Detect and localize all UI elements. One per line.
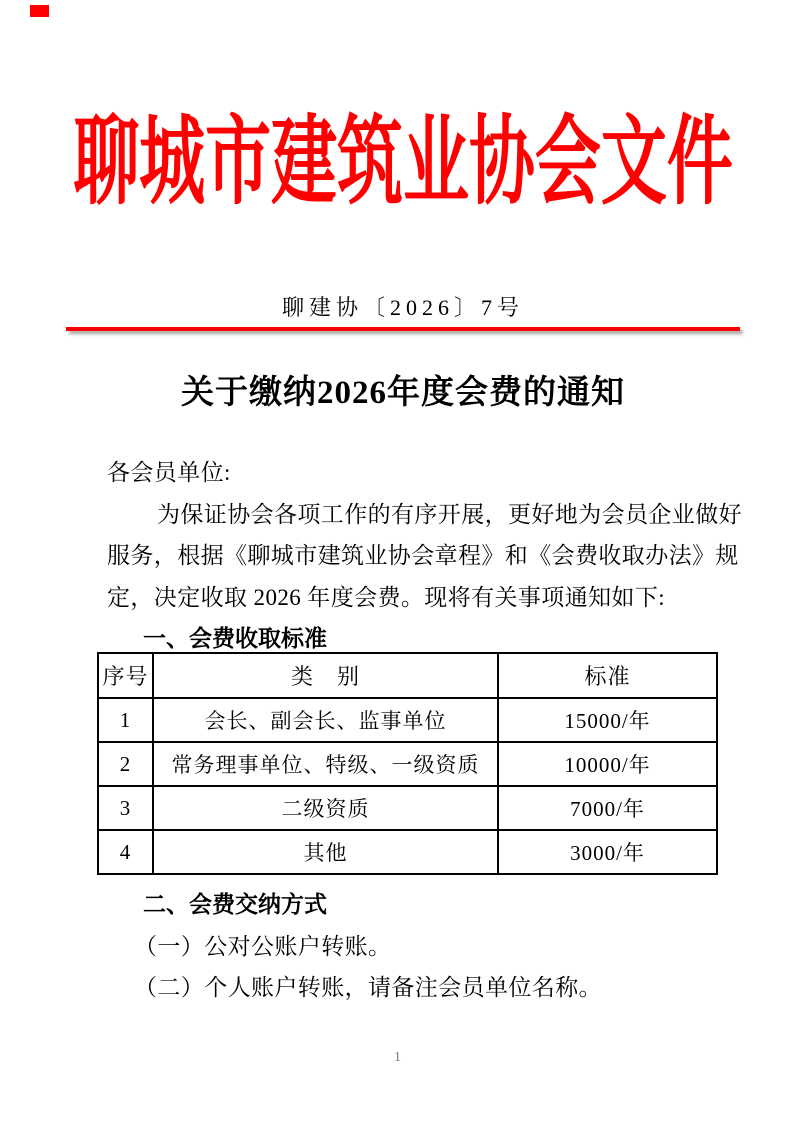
- cell-standard: 7000/年: [498, 786, 717, 830]
- cell-category: 常务理事单位、特级、一级资质: [153, 742, 498, 786]
- table-row: [98, 830, 717, 874]
- payment-method-section: [107, 884, 707, 1009]
- cell-category: 会长、副会长、监事单位: [153, 698, 498, 742]
- column-header-no: 序号: [98, 653, 153, 698]
- paragraph-line: 定，决定收取 2026 年度会费。现将有关事项通知如下:: [107, 584, 666, 610]
- table-row: [98, 698, 717, 742]
- column-header-standard: 标准: [498, 653, 717, 698]
- paragraph-line: 为保证协会各项工作的有序开展，更好地为会员企业做好: [157, 501, 742, 527]
- cell-no: 1: [98, 698, 153, 742]
- salutation: 各会员单位:: [107, 460, 231, 485]
- cell-category: 其他: [153, 830, 498, 874]
- fee-standard-table: [97, 652, 718, 875]
- page-title: 关于缴纳2026年度会费的通知: [181, 375, 625, 411]
- column-header-category: 类 别: [153, 653, 498, 698]
- cell-standard: 10000/年: [498, 742, 717, 786]
- section-heading-1: 一、会费收取标准: [143, 625, 327, 651]
- org-title: 聊城市建筑业协会文件: [73, 109, 733, 216]
- red-divider-line: [66, 327, 740, 331]
- document-number: 聊建协〔2026〕7号: [281, 295, 524, 320]
- cell-standard: 3000/年: [498, 830, 717, 874]
- cell-no: 2: [98, 742, 153, 786]
- list-item: （二）个人账户转账，请备注会员单位名称。: [134, 975, 602, 1000]
- letterhead: [66, 95, 740, 230]
- table-row: [98, 742, 717, 786]
- cell-category: 二级资质: [153, 786, 498, 830]
- section-heading-2: 二、会费交纳方式: [143, 891, 327, 917]
- cell-no: 4: [98, 830, 153, 874]
- page-number: 1: [394, 1050, 401, 1065]
- cell-no: 3: [98, 786, 153, 830]
- body-content: [107, 452, 742, 660]
- table-header-row: [98, 653, 717, 698]
- paragraph-line: 服务，根据《聊城市建筑业协会章程》和《会费收取办法》规: [107, 543, 739, 568]
- table-row: [98, 786, 717, 830]
- cell-standard: 15000/年: [498, 698, 717, 742]
- red-corner-mark: [30, 5, 49, 17]
- list-item: （一）公对公账户转账。: [134, 933, 392, 959]
